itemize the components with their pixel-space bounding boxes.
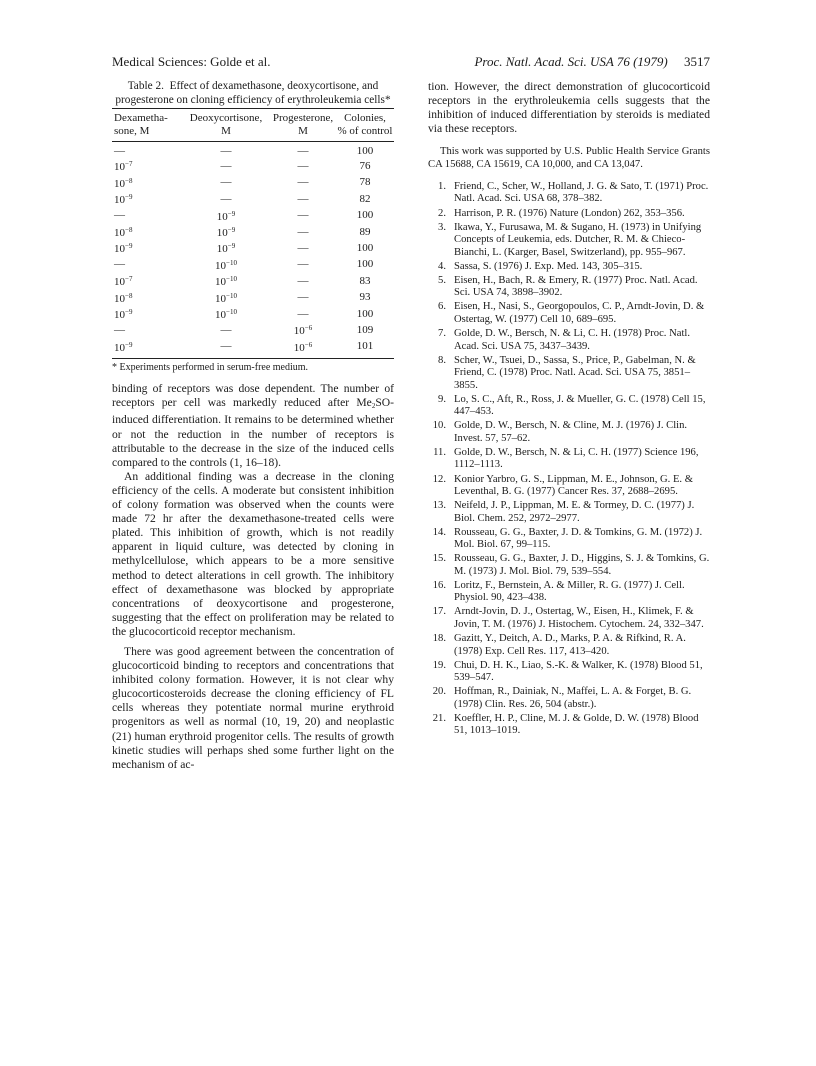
reference-text: Koeffler, H. P., Cline, M. J. & Golde, D. W. (1978) Blood 51, 1013–1019. [454, 712, 699, 737]
reference-list [428, 181, 710, 738]
reference-number: 6. [438, 301, 446, 313]
colonies-cell: 100 [356, 209, 374, 222]
dexamethasone-cell: $10^{-9}$ [114, 193, 133, 207]
reference-number: 14. [432, 526, 446, 538]
journal-citation: Proc. Natl. Acad. Sci. USA 76 (1979) [474, 54, 668, 69]
col-header-deoxycortisone: Deoxycortisone, M [182, 109, 270, 142]
deoxycortisone-cell: $10^{-10}$ [215, 308, 237, 322]
colonies-cell: 89 [359, 225, 371, 238]
progesterone-cell: $10^{-6}$ [270, 339, 336, 359]
reference-number: 4. [438, 260, 446, 272]
dexamethasone-cell: — [114, 145, 125, 157]
table-row [112, 208, 394, 224]
reference-number: 19. [432, 659, 446, 671]
deoxycortisone-cell: $10^{-10}$ [215, 275, 237, 289]
reference-item [428, 181, 710, 206]
progesterone-cell: — [297, 291, 309, 304]
dexamethasone-cell: $10^{-9}$ [114, 242, 133, 256]
reference-item [428, 355, 710, 393]
reference-item [428, 208, 710, 221]
running-head-authors: Medical Sciences: Golde et al. [112, 54, 271, 69]
colonies-cell: 78 [359, 176, 371, 189]
dexamethasone-cell: — [114, 323, 125, 336]
reference-text: Loritz, F., Bernstein, A. & Miller, R. G. (1977) J. Cell. Physiol. 90, 423–438. [454, 579, 685, 604]
reference-number: 8. [438, 354, 446, 366]
deoxycortisone-cell: — [220, 159, 232, 172]
paragraph-2: An additional finding was a decrease in the cloning efficiency of the cells. A moderate but consistent inhibition of colony formation was observed when the counts were made 72 hr after the dexamethasone-treated cells were plated. This inhibition of growth, which is not readily apparent in liquid culture, was detected by cloning in methylcellulose, which appears to be a more sensitive method to detect alterations in cell growth. The inhibitory effect of dexamethasone was blocked by appropriate concentrations of deoxycortisone and progesterone, suggesting that the effect on proliferation may be related to the glucocorticoid receptor mechanism. [112, 469, 394, 638]
table-row [112, 224, 394, 240]
table-row [112, 339, 394, 359]
reference-number: 7. [438, 328, 446, 340]
reference-text: Rousseau, G. G., Baxter, J. D., Higgins, S. J. & Tomkins, G. M. (1973) J. Mol. Biol. 79, 539–554. [454, 553, 710, 577]
colonies-cell: 109 [356, 323, 374, 336]
reference-text: Friend, C., Scher, W., Holland, J. G. & Sato, T. (1971) Proc. Natl. Acad. Sci. USA 68, 378–382. [454, 180, 709, 205]
dexamethasone-cell: $10^{-7}$ [114, 160, 133, 174]
col-header-colonies: Colonies, % of control [336, 109, 394, 142]
reference-number: 10. [432, 420, 446, 432]
reference-text: Eisen, H., Nasi, S., Georgopoulos, C. P., Arndt-Jovin, D. & Ostertag, W. (1977) Cell 10, 689–695. [454, 301, 705, 325]
reference-number: 9. [438, 393, 446, 405]
reference-text: Golde, D. W., Bersch, N. & Li, C. H. (1978) Proc. Natl. Acad. Sci. USA 75, 3437–3439. [454, 328, 690, 352]
deoxycortisone-cell: $10^{-9}$ [216, 226, 236, 240]
dexamethasone-cell: — [114, 209, 125, 222]
table-caption [112, 80, 394, 107]
progesterone-cell: $10^{-6}$ [293, 324, 313, 338]
table-row [112, 257, 394, 273]
table-row [112, 322, 394, 338]
reference-item [428, 686, 710, 711]
reference-number: 3. [438, 221, 446, 233]
reference-item [428, 553, 710, 578]
reference-item [428, 580, 710, 605]
colonies-cell: 100 [356, 258, 374, 271]
paragraph-continued: tion. However, the direct demonstration of glucocorticoid receptors in the erythroleukemia cells suggests that the inhibition of induced differentiation by steroids is mediated via these receptors. [428, 80, 710, 136]
table-row [112, 191, 394, 207]
reference-number: 2. [438, 207, 446, 219]
colonies-cell: 82 [359, 192, 371, 205]
reference-item [428, 394, 710, 419]
reference-text: Ikawa, Y., Furusawa, M. & Sugano, H. (1973) in Unifying Concepts of Leukemia, eds. Dutcher, R. M. & Chieco-Bianchi, L. (Karger, Basel, Switzerland), pp. 955–967. [454, 221, 702, 258]
reference-text: Rousseau, G. G., Baxter, J. D. & Tomkins, G. M. (1972) J. Mol. Biol. 67, 99–115. [454, 526, 703, 551]
running-head-journal [474, 54, 710, 70]
dexamethasone-cell: $10^{-8}$ [114, 291, 133, 305]
colonies-cell: 100 [356, 241, 374, 254]
reference-item [428, 420, 710, 445]
reference-item [428, 713, 710, 738]
reference-text: Lo, S. C., Aft, R., Ross, J. & Mueller, G. C. (1978) Cell 15, 447–453. [454, 393, 706, 418]
reference-text: Eisen, H., Bach, R. & Emery, R. (1977) Proc. Natl. Acad. Sci. USA 74, 3898–3902. [454, 274, 698, 299]
reference-item [428, 606, 710, 631]
progesterone-cell: — [297, 145, 309, 157]
dexamethasone-cell: — [114, 258, 125, 271]
reference-item [428, 447, 710, 472]
reference-text: Harrison, P. R. (1976) Nature (London) 262, 353–356. [454, 207, 685, 219]
reference-text: Arndt-Jovin, D. J., Ostertag, W., Eisen, H., Klimek, F. & Jovin, T. M. (1976) J. Histochem. Cytochem. 24, 332–347. [454, 606, 704, 630]
table-caption-text: Effect of dexamethasone, deoxycortisone, and progesterone on cloning efficiency of erythroleukemia cells* [115, 80, 391, 106]
col-header-progesterone: Progesterone, M [270, 109, 336, 142]
paragraph-3: There was good agreement between the concentration of glucocorticoid binding to receptors and concentrations that inhibited colony formation. However, it is not clear why glucocorticosteroids decrease the cloning efficiency of FL cells whereas they potentiate normal murine erythroid progenitors as well as normal (10, 19, 20) and neoplastic (21) human erythroid progenitor cells. The results of growth kinetic studies will perhaps shed some further light on the mechanism of ac- [112, 644, 394, 771]
deoxycortisone-cell: — [182, 339, 270, 359]
col-header-dexamethasone: Dexametha- sone, M [112, 109, 182, 142]
reference-item [428, 301, 710, 326]
table-row [112, 273, 394, 289]
table-caption-label: Table 2. [127, 80, 164, 92]
deoxycortisone-cell: — [220, 323, 232, 336]
reference-text: Konior Yarbro, G. S., Lippman, M. E., Johnson, G. E. & Leventhal, B. G. (1977) Cancer Res. 37, 2688–2695. [454, 473, 693, 497]
progesterone-cell: — [297, 258, 309, 271]
progesterone-cell: — [297, 192, 309, 205]
colonies-cell: 101 [336, 339, 394, 359]
reference-number: 18. [432, 633, 446, 645]
reference-text: Gazitt, Y., Deitch, A. D., Marks, P. A. & Rifkind, R. A. (1978) Exp. Cell Res. 117, 413–420. [454, 633, 686, 657]
reference-item [428, 275, 710, 300]
progesterone-cell: — [297, 176, 309, 189]
deoxycortisone-cell: $10^{-9}$ [216, 242, 236, 256]
deoxycortisone-cell: — [220, 192, 232, 205]
reference-text: Golde, D. W., Bersch, N. & Li, C. H. (1977) Science 196, 1112–1113. [454, 446, 699, 471]
table-row [112, 142, 394, 159]
table-row [112, 175, 394, 191]
reference-number: 16. [432, 579, 446, 591]
reference-text: Golde, D. W., Bersch, N. & Cline, M. J. (1976) J. Clin. Invest. 57, 57–62. [454, 420, 688, 444]
reference-item [428, 500, 710, 525]
reference-text: Neifeld, J. P., Lippman, M. E. & Tormey, D. C. (1977) J. Biol. Chem. 252, 2972–2977. [454, 500, 695, 524]
deoxycortisone-cell: $10^{-10}$ [215, 258, 237, 272]
progesterone-cell: — [297, 225, 309, 238]
acknowledgment: This work was supported by U.S. Public Health Service Grants CA 15688, CA 15619, CA 10,000, and CA 13,047. [428, 146, 710, 171]
reference-item [428, 474, 710, 499]
reference-number: 15. [432, 553, 446, 565]
table-row [112, 290, 394, 306]
left-column [112, 80, 394, 772]
progesterone-cell: — [297, 241, 309, 254]
table-header-row [112, 109, 394, 142]
reference-item [428, 222, 710, 260]
colonies-cell: 76 [359, 159, 371, 172]
reference-number: 17. [432, 606, 446, 618]
reference-item [428, 527, 710, 552]
colonies-cell: 100 [356, 145, 374, 157]
table-row [112, 158, 394, 174]
reference-number: 11. [433, 446, 446, 458]
dexamethasone-cell: $10^{-8}$ [114, 176, 133, 190]
progesterone-cell: — [297, 159, 309, 172]
table-body [112, 142, 394, 359]
dexamethasone-cell: $10^{-9}$ [114, 308, 133, 322]
deoxycortisone-cell: $10^{-10}$ [215, 291, 237, 305]
reference-number: 13. [432, 500, 446, 512]
dexamethasone-cell: $10^{-7}$ [114, 275, 133, 289]
reference-number: 5. [438, 274, 446, 286]
colonies-cell: 93 [359, 291, 371, 304]
reference-text: Scher, W., Tsuei, D., Sassa, S., Price, P., Gabelman, N. & Friend, C. (1978) Proc. Natl. Acad. Sci. USA 75, 3851–3855. [454, 354, 696, 391]
reference-item [428, 660, 710, 685]
deoxycortisone-cell: — [220, 145, 232, 157]
reference-item [428, 328, 710, 353]
table-footnote: * Experiments performed in serum-free medium. [112, 362, 309, 374]
reference-item [428, 261, 710, 274]
reference-text: Sassa, S. (1976) J. Exp. Med. 143, 305–315. [454, 260, 643, 272]
colonies-cell: 100 [356, 307, 374, 320]
reference-number: 12. [432, 473, 446, 485]
deoxycortisone-cell: $10^{-9}$ [216, 209, 236, 223]
page-number: 3517 [684, 54, 710, 69]
colonies-cell: 83 [359, 274, 371, 287]
progesterone-cell: — [297, 307, 309, 320]
reference-number: 1. [438, 180, 446, 192]
dexamethasone-cell: $10^{-9}$ [112, 339, 182, 359]
table-row [112, 306, 394, 322]
reference-text: Chui, D. H. K., Liao, S.-K. & Walker, K. (1978) Blood 51, 539–547. [454, 659, 703, 684]
data-table [112, 108, 394, 359]
reference-number: 21. [432, 712, 446, 724]
table-row [112, 240, 394, 256]
paragraph-1: binding of receptors was dose dependent. The number of receptors per cell was markedly reduced after $Me_2SO$-induced differentiation. It remains to be determined whether or not the reduction in the number of receptors is attributable to the decrease in the size of the induced cells compared to the controls (1, 16–18). [112, 382, 394, 469]
progesterone-cell: — [297, 209, 309, 222]
reference-item [428, 633, 710, 658]
dexamethasone-cell: $10^{-8}$ [114, 226, 133, 240]
deoxycortisone-cell: — [220, 176, 232, 189]
right-column [428, 80, 710, 739]
progesterone-cell: — [297, 274, 309, 287]
reference-number: 20. [432, 686, 446, 698]
reference-text: Hoffman, R., Dainiak, N., Maffei, L. A. & Forget, B. G. (1978) Clin. Res. 26, 504 (abstr.). [454, 686, 692, 710]
